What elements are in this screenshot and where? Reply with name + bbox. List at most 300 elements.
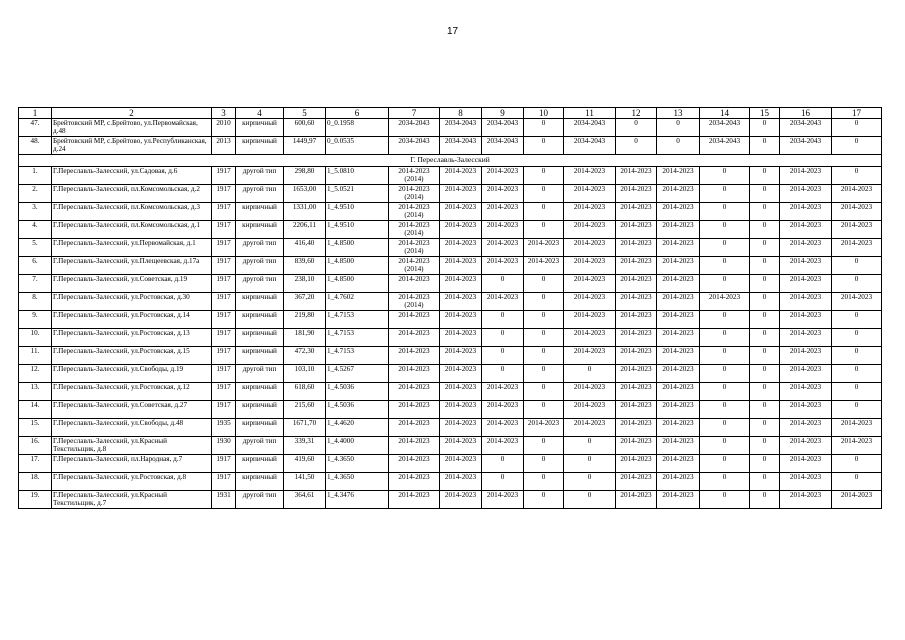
row-number: 1.	[19, 167, 52, 185]
table-row	[19, 185, 882, 203]
period-year-note: (2014)	[404, 229, 424, 237]
index-cell: 1_4.5267	[326, 365, 389, 383]
period-cell-9: 2014-2023	[482, 167, 524, 185]
row-number: 11.	[19, 347, 52, 365]
housing-register-table	[18, 107, 882, 509]
period-cell-8: 2014-2023	[440, 383, 482, 401]
address-cell: Г.Переславль-Залесский, ул.Ростовская, д.15	[52, 347, 212, 365]
period-cell-17: 0	[832, 167, 882, 185]
period-cell-15: 0	[750, 473, 780, 491]
period-cell-9: 0	[482, 347, 524, 365]
address-cell: Г.Переславль-Залесский, пл.Комсомольская, д.1	[52, 221, 212, 239]
year-cell: 2010	[212, 119, 236, 137]
period-cell-16: 2014-2023	[780, 383, 832, 401]
period-cell-15: 0	[750, 119, 780, 137]
index-cell: 1_4.8500	[326, 239, 389, 257]
year-cell: 1917	[212, 185, 236, 203]
period-value: 2014-2023	[398, 419, 430, 427]
period-value: 2014-2023	[398, 293, 430, 301]
table-row	[19, 329, 882, 347]
row-number: 48.	[19, 137, 52, 155]
period-cell-9: 0	[482, 275, 524, 293]
area-cell: 472,30	[284, 347, 326, 365]
period-cell-9: 2014-2023	[482, 419, 524, 437]
period-cell-12: 2014-2023	[616, 419, 657, 437]
row-number: 18.	[19, 473, 52, 491]
period-cell-7	[389, 491, 440, 509]
period-cell-16: 2014-2023	[780, 401, 832, 419]
period-cell-13: 2014-2023	[657, 311, 700, 329]
column-header: 1	[19, 108, 52, 119]
period-cell-16: 2014-2023	[780, 239, 832, 257]
period-cell-17: 0	[832, 137, 882, 155]
period-cell-8: 2014-2023	[440, 329, 482, 347]
index-cell: 1_4.7153	[326, 311, 389, 329]
material-cell: другой тип	[236, 239, 284, 257]
period-year-note: (2014)	[404, 265, 424, 273]
material-cell: другой тип	[236, 185, 284, 203]
area-cell: 416,40	[284, 239, 326, 257]
period-cell-11: 2014-2023	[564, 257, 616, 275]
column-header: 7	[389, 108, 440, 119]
index-cell: 1_5.0521	[326, 185, 389, 203]
column-header: 13	[657, 108, 700, 119]
period-cell-8: 2014-2023	[440, 401, 482, 419]
period-cell-13: 2014-2023	[657, 293, 700, 311]
period-cell-12: 2014-2023	[616, 365, 657, 383]
period-cell-15: 0	[750, 185, 780, 203]
period-value: 2014-2023	[398, 239, 430, 247]
period-cell-9: 2014-2023	[482, 221, 524, 239]
period-cell-14: 0	[700, 239, 750, 257]
period-cell-8: 2014-2023	[440, 419, 482, 437]
period-cell-15: 0	[750, 311, 780, 329]
period-cell-13: 2014-2023	[657, 401, 700, 419]
period-cell-14: 0	[700, 383, 750, 401]
row-number: 3.	[19, 203, 52, 221]
period-cell-12: 2014-2023	[616, 167, 657, 185]
period-cell-15: 0	[750, 239, 780, 257]
period-cell-7	[389, 257, 440, 275]
table-row	[19, 401, 882, 419]
material-cell: кирпичный	[236, 221, 284, 239]
period-cell-11: 2014-2023	[564, 275, 616, 293]
material-cell: другой тип	[236, 257, 284, 275]
period-cell-12: 2014-2023	[616, 473, 657, 491]
period-cell-7	[389, 419, 440, 437]
area-cell: 419,60	[284, 455, 326, 473]
period-cell-12: 2014-2023	[616, 383, 657, 401]
row-number: 2.	[19, 185, 52, 203]
period-cell-9: 2014-2023	[482, 257, 524, 275]
row-number: 6.	[19, 257, 52, 275]
period-cell-17: 2014-2023	[832, 419, 882, 437]
period-cell-8: 2014-2023	[440, 491, 482, 509]
area-cell: 839,60	[284, 257, 326, 275]
area-cell: 1671,70	[284, 419, 326, 437]
row-number: 47.	[19, 119, 52, 137]
index-cell: 1_4.4000	[326, 437, 389, 455]
material-cell: кирпичный	[236, 203, 284, 221]
period-cell-14: 0	[700, 437, 750, 455]
period-cell-17: 2014-2023	[832, 203, 882, 221]
address-cell: Г.Переславль-Залесский, пл.Народная, д.7	[52, 455, 212, 473]
table-row	[19, 473, 882, 491]
row-number: 15.	[19, 419, 52, 437]
period-cell-7	[389, 203, 440, 221]
period-cell-17: 0	[832, 329, 882, 347]
index-cell: 1_4.8500	[326, 257, 389, 275]
period-cell-8: 2014-2023	[440, 347, 482, 365]
header-row	[19, 108, 882, 119]
period-cell-17: 0	[832, 257, 882, 275]
row-number: 12.	[19, 365, 52, 383]
period-cell-17: 0	[832, 455, 882, 473]
period-cell-13: 2014-2023	[657, 329, 700, 347]
area-cell: 618,60	[284, 383, 326, 401]
period-cell-10: 0	[524, 119, 564, 137]
period-cell-9: 2014-2023	[482, 239, 524, 257]
period-cell-8: 2014-2023	[440, 257, 482, 275]
period-cell-13: 2014-2023	[657, 239, 700, 257]
period-cell-9: 2014-2023	[482, 437, 524, 455]
period-cell-17: 0	[832, 401, 882, 419]
material-cell: другой тип	[236, 167, 284, 185]
period-cell-14: 0	[700, 329, 750, 347]
period-cell-16: 2014-2023	[780, 167, 832, 185]
period-year-note: (2014)	[404, 175, 424, 183]
period-cell-15: 0	[750, 203, 780, 221]
period-cell-13: 2014-2023	[657, 221, 700, 239]
period-cell-16: 2014-2023	[780, 455, 832, 473]
period-value: 2014-2023	[398, 383, 430, 391]
period-cell-13: 2014-2023	[657, 257, 700, 275]
period-cell-17: 2014-2023	[832, 437, 882, 455]
period-cell-17: 2014-2023	[832, 185, 882, 203]
period-cell-15: 0	[750, 275, 780, 293]
address-cell: Г.Переславль-Залесский, ул.Ростовская, д.8	[52, 473, 212, 491]
period-cell-16: 2014-2023	[780, 329, 832, 347]
period-cell-11: 0	[564, 455, 616, 473]
address-cell: Г.Переславль-Залесский, ул.Свободы, д.48	[52, 419, 212, 437]
period-cell-16: 2014-2023	[780, 311, 832, 329]
period-cell-14: 0	[700, 221, 750, 239]
column-header: 16	[780, 108, 832, 119]
row-number: 4.	[19, 221, 52, 239]
index-cell: 1_4.8500	[326, 275, 389, 293]
row-number: 13.	[19, 383, 52, 401]
period-cell-13: 2014-2023	[657, 347, 700, 365]
period-cell-9: 2014-2023	[482, 401, 524, 419]
period-cell-8: 2014-2023	[440, 473, 482, 491]
period-cell-7	[389, 311, 440, 329]
row-number: 8.	[19, 293, 52, 311]
address-cell: Г.Переславль-Залесский, ул.Красный Текстильщик, д.8	[52, 437, 212, 455]
material-cell: кирпичный	[236, 137, 284, 155]
material-cell: другой тип	[236, 437, 284, 455]
period-cell-15: 0	[750, 329, 780, 347]
material-cell: кирпичный	[236, 119, 284, 137]
period-cell-12: 2014-2023	[616, 275, 657, 293]
period-cell-13: 2014-2023	[657, 185, 700, 203]
period-cell-12: 2014-2023	[616, 293, 657, 311]
period-cell-12: 2014-2023	[616, 455, 657, 473]
period-cell-13: 2014-2023	[657, 383, 700, 401]
period-cell-7	[389, 455, 440, 473]
area-cell: 298,80	[284, 167, 326, 185]
period-cell-14: 0	[700, 167, 750, 185]
index-cell: 0_0.0535	[326, 137, 389, 155]
index-cell: 0_0.1958	[326, 119, 389, 137]
period-cell-8: 2014-2023	[440, 455, 482, 473]
period-cell-9: 2014-2023	[482, 491, 524, 509]
period-cell-16: 2014-2023	[780, 293, 832, 311]
material-cell: кирпичный	[236, 419, 284, 437]
index-cell: 1_4.9510	[326, 203, 389, 221]
period-cell-11: 2014-2023	[564, 329, 616, 347]
year-cell: 1917	[212, 455, 236, 473]
table-row	[19, 221, 882, 239]
period-cell-13: 2014-2023	[657, 167, 700, 185]
index-cell: 1_4.3650	[326, 455, 389, 473]
area-cell: 364,61	[284, 491, 326, 509]
area-cell: 1653,00	[284, 185, 326, 203]
period-cell-10: 2014-2023	[524, 257, 564, 275]
period-cell-11: 2014-2023	[564, 401, 616, 419]
index-cell: 1_4.7153	[326, 329, 389, 347]
period-cell-7	[389, 137, 440, 155]
period-cell-8: 2014-2023	[440, 437, 482, 455]
period-value: 2014-2023	[398, 203, 430, 211]
area-cell: 238,10	[284, 275, 326, 293]
period-cell-7	[389, 383, 440, 401]
period-cell-7	[389, 275, 440, 293]
period-cell-12: 2014-2023	[616, 329, 657, 347]
period-cell-12: 0	[616, 137, 657, 155]
period-cell-10: 0	[524, 473, 564, 491]
period-cell-9: 2014-2023	[482, 383, 524, 401]
period-cell-12: 2014-2023	[616, 257, 657, 275]
period-cell-9: 0	[482, 311, 524, 329]
address-cell: Брейтовский МР, с.Брейтово, ул.Первомайская, д.48	[52, 119, 212, 137]
year-cell: 2013	[212, 137, 236, 155]
material-cell: кирпичный	[236, 347, 284, 365]
area-cell: 219,80	[284, 311, 326, 329]
period-cell-12: 2014-2023	[616, 239, 657, 257]
period-value: 2014-2023	[398, 437, 430, 445]
row-number: 16.	[19, 437, 52, 455]
period-value: 2014-2023	[398, 401, 430, 409]
period-cell-15: 0	[750, 383, 780, 401]
period-value: 2014-2023	[398, 221, 430, 229]
year-cell: 1917	[212, 293, 236, 311]
period-cell-11: 2014-2023	[564, 239, 616, 257]
period-cell-17: 0	[832, 119, 882, 137]
year-cell: 1917	[212, 203, 236, 221]
period-cell-10: 0	[524, 365, 564, 383]
period-year-note: (2014)	[404, 247, 424, 255]
table-row	[19, 137, 882, 155]
period-cell-13: 2014-2023	[657, 419, 700, 437]
column-header: 10	[524, 108, 564, 119]
page-number: 17	[446, 26, 459, 37]
period-cell-15: 0	[750, 293, 780, 311]
year-cell: 1917	[212, 383, 236, 401]
period-cell-14: 0	[700, 257, 750, 275]
period-cell-16: 2014-2023	[780, 437, 832, 455]
area-cell: 141,50	[284, 473, 326, 491]
year-cell: 1917	[212, 473, 236, 491]
period-value: 2014-2023	[398, 347, 430, 355]
index-cell: 1_4.5036	[326, 401, 389, 419]
period-cell-7	[389, 185, 440, 203]
period-cell-16: 2014-2023	[780, 185, 832, 203]
period-cell-17: 0	[832, 473, 882, 491]
period-cell-10: 0	[524, 347, 564, 365]
column-header: 6	[326, 108, 389, 119]
period-cell-14: 0	[700, 491, 750, 509]
period-cell-15: 0	[750, 257, 780, 275]
period-cell-8: 2014-2023	[440, 293, 482, 311]
year-cell: 1930	[212, 437, 236, 455]
period-cell-13: 2014-2023	[657, 491, 700, 509]
address-cell: Г.Переславль-Залесский, ул.Советская, д.27	[52, 401, 212, 419]
period-cell-17: 0	[832, 383, 882, 401]
period-value: 2014-2023	[398, 185, 430, 193]
column-header: 14	[700, 108, 750, 119]
area-cell: 2206,11	[284, 221, 326, 239]
period-cell-13: 2014-2023	[657, 437, 700, 455]
period-year-note: (2014)	[404, 301, 424, 309]
material-cell: другой тип	[236, 365, 284, 383]
period-cell-14: 2034-2043	[700, 119, 750, 137]
period-cell-14: 0	[700, 419, 750, 437]
period-value: 2014-2023	[398, 167, 430, 175]
period-cell-17: 0	[832, 275, 882, 293]
period-cell-11: 0	[564, 473, 616, 491]
material-cell: другой тип	[236, 275, 284, 293]
year-cell: 1917	[212, 167, 236, 185]
table-row	[19, 275, 882, 293]
period-cell-11: 2014-2023	[564, 347, 616, 365]
index-cell: 1_4.3650	[326, 473, 389, 491]
year-cell: 1917	[212, 311, 236, 329]
row-number: 9.	[19, 311, 52, 329]
period-cell-10: 0	[524, 221, 564, 239]
period-cell-17: 2014-2023	[832, 239, 882, 257]
period-year-note: (2014)	[404, 193, 424, 201]
address-cell: Брейтовский МР, с.Брейтово, ул.Республиканская, д.24	[52, 137, 212, 155]
table-row	[19, 491, 882, 509]
period-cell-11: 2014-2023	[564, 221, 616, 239]
material-cell: кирпичный	[236, 293, 284, 311]
period-value: 2014-2023	[398, 275, 430, 283]
period-cell-13: 2014-2023	[657, 365, 700, 383]
period-cell-8: 2014-2023	[440, 311, 482, 329]
area-cell: 339,31	[284, 437, 326, 455]
period-cell-15: 0	[750, 401, 780, 419]
material-cell: кирпичный	[236, 455, 284, 473]
period-cell-7	[389, 221, 440, 239]
period-value: 2014-2023	[398, 257, 430, 265]
table-row	[19, 455, 882, 473]
period-cell-13: 2014-2023	[657, 473, 700, 491]
table-row	[19, 119, 882, 137]
period-cell-12: 2014-2023	[616, 221, 657, 239]
period-cell-7	[389, 329, 440, 347]
table-row	[19, 437, 882, 455]
period-cell-11: 2014-2023	[564, 383, 616, 401]
period-cell-13: 2014-2023	[657, 455, 700, 473]
period-cell-17: 2014-2023	[832, 221, 882, 239]
period-cell-11: 2014-2023	[564, 293, 616, 311]
period-cell-9: 0	[482, 329, 524, 347]
area-cell: 1331,00	[284, 203, 326, 221]
period-cell-8: 2014-2023	[440, 167, 482, 185]
period-cell-9: 2034-2043	[482, 119, 524, 137]
period-cell-10: 0	[524, 455, 564, 473]
row-number: 19.	[19, 491, 52, 509]
table-row	[19, 239, 882, 257]
table-row	[19, 257, 882, 275]
table-row	[19, 293, 882, 311]
period-cell-7	[389, 437, 440, 455]
period-cell-10: 0	[524, 185, 564, 203]
period-cell-17: 0	[832, 311, 882, 329]
period-cell-14: 0	[700, 401, 750, 419]
period-cell-14: 0	[700, 347, 750, 365]
period-cell-14: 0	[700, 203, 750, 221]
period-cell-14: 0	[700, 185, 750, 203]
period-cell-16: 2014-2023	[780, 221, 832, 239]
period-value: 2014-2023	[398, 473, 430, 481]
table-row	[19, 347, 882, 365]
period-cell-9: 0	[482, 455, 524, 473]
period-cell-10: 2014-2023	[524, 239, 564, 257]
period-cell-10: 0	[524, 437, 564, 455]
period-cell-13: 2014-2023	[657, 203, 700, 221]
area-cell: 103,10	[284, 365, 326, 383]
period-cell-11: 0	[564, 437, 616, 455]
period-cell-10: 0	[524, 383, 564, 401]
address-cell: Г.Переславль-Залесский, ул.Красный Текстильщик, д.7	[52, 491, 212, 509]
period-cell-10: 0	[524, 275, 564, 293]
period-cell-14: 2034-2043	[700, 137, 750, 155]
period-cell-17: 2014-2023	[832, 293, 882, 311]
period-cell-16: 2014-2023	[780, 347, 832, 365]
period-cell-11: 2034-2043	[564, 119, 616, 137]
period-cell-7	[389, 119, 440, 137]
period-cell-15: 0	[750, 221, 780, 239]
period-cell-8: 2034-2043	[440, 119, 482, 137]
period-cell-9: 2014-2023	[482, 203, 524, 221]
address-cell: Г.Переславль-Залесский, ул.Ростовская, д.30	[52, 293, 212, 311]
row-number: 10.	[19, 329, 52, 347]
material-cell: кирпичный	[236, 329, 284, 347]
address-cell: Г.Переславль-Залесский, ул.Ростовская, д.13	[52, 329, 212, 347]
period-cell-11: 2014-2023	[564, 203, 616, 221]
period-cell-15: 0	[750, 347, 780, 365]
area-cell: 1449,97	[284, 137, 326, 155]
section-row	[19, 155, 882, 167]
index-cell: 1_4.3476	[326, 491, 389, 509]
column-header: 11	[564, 108, 616, 119]
period-cell-11: 2034-2043	[564, 137, 616, 155]
section-label: Г. Переславль-Залесский	[19, 155, 882, 167]
period-cell-14: 0	[700, 473, 750, 491]
period-cell-16: 2034-2043	[780, 119, 832, 137]
period-cell-11: 0	[564, 365, 616, 383]
